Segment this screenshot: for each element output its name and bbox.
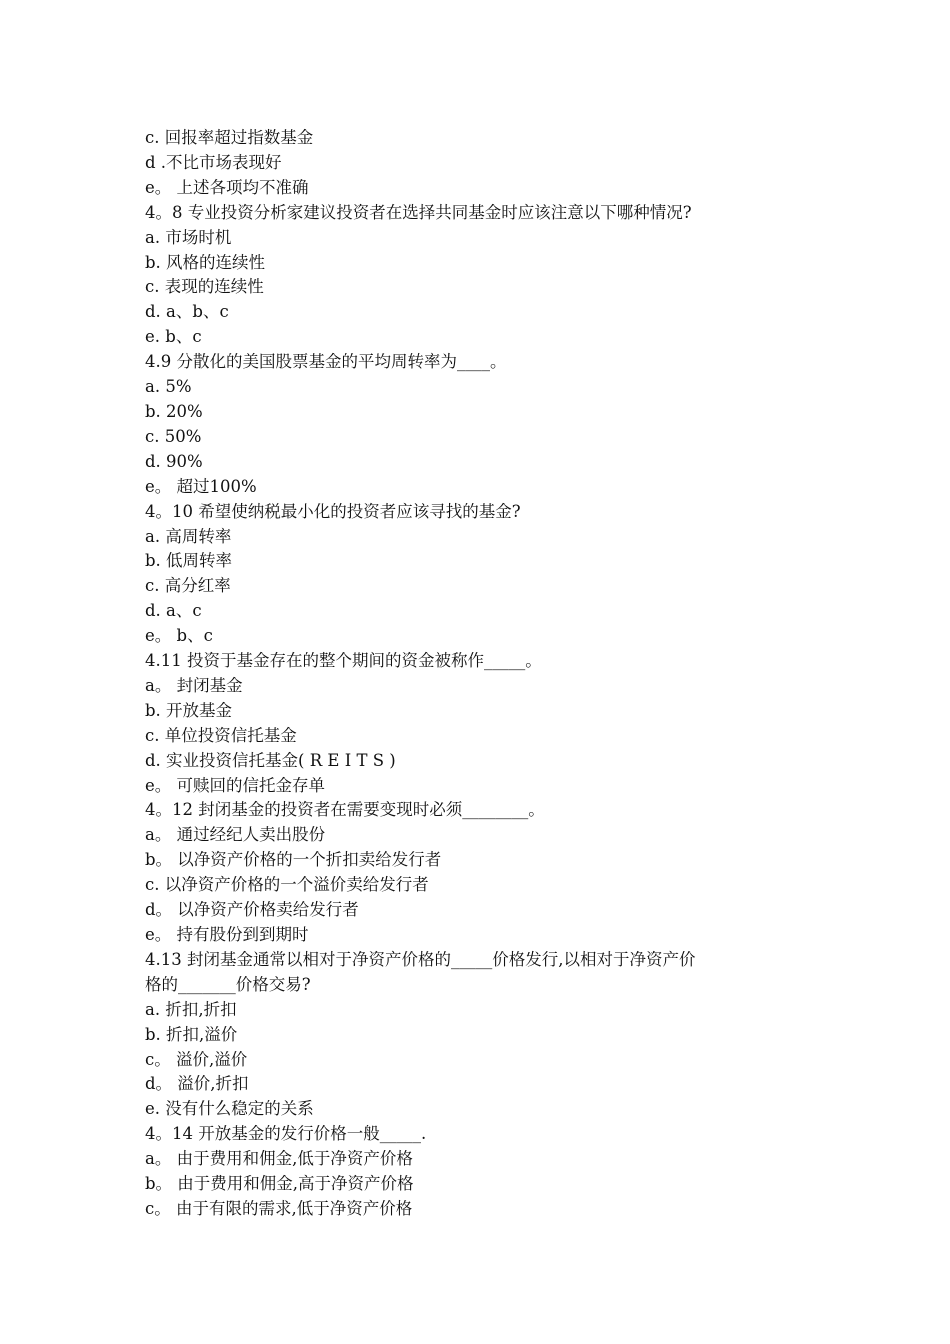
option-e-line: e。 超过100% — [145, 476, 257, 496]
option-d-line: d. 90% — [145, 451, 203, 471]
option-c-line: c. 单位投资信托基金 — [145, 725, 297, 745]
option-b-line: b. 20% — [145, 401, 203, 421]
option-c-line: c。 由于有限的需求,低于净资产价格 — [145, 1198, 413, 1218]
question-4-12: 4。12 封闭基金的投资者在需要变现时必须________。 — [145, 800, 545, 820]
option-e-line: e。 上述各项均不准确 — [145, 177, 309, 197]
option-b-line: b。 以净资产价格的一个折扣卖给发行者 — [145, 850, 442, 870]
option-a-line: a. 市场时机 — [145, 227, 232, 247]
option-a-line: a. 5% — [145, 377, 192, 397]
question-4-13-continued: 格的_______价格交易? — [145, 974, 311, 994]
document-page — [145, 126, 815, 1222]
option-b-line: b. 开放基金 — [145, 700, 233, 720]
option-c-line: c. 以净资产价格的一个溢价卖给发行者 — [145, 875, 429, 895]
option-e-line: e。 b、c — [145, 626, 213, 646]
option-c-line: c. 50% — [145, 426, 202, 446]
option-a-line: a. 折扣,折扣 — [145, 999, 237, 1019]
option-d-line: d .不比市场表现好 — [145, 152, 282, 172]
option-d-line: d. a、b、c — [145, 302, 229, 322]
option-e-line: e. b、c — [145, 327, 202, 347]
option-d-line: d. 实业投资信托基金( R E I T S ) — [145, 750, 396, 770]
option-c-line: c。 溢价,溢价 — [145, 1049, 248, 1069]
option-b-line: b. 折扣,溢价 — [145, 1024, 238, 1044]
option-a-line: a。 封闭基金 — [145, 675, 243, 695]
option-b-line: b. 低周转率 — [145, 551, 233, 571]
option-d-line: d。 以净资产价格卖给发行者 — [145, 900, 359, 920]
option-b-line: b。 由于费用和佣金,高于净资产价格 — [145, 1174, 414, 1194]
option-d-line: d. a、c — [145, 601, 202, 621]
question-4-8: 4。8 专业投资分析家建议投资者在选择共同基金时应该注意以下哪种情况? — [145, 202, 692, 222]
question-4-14: 4。14 开放基金的发行价格一般_____. — [145, 1124, 427, 1144]
option-e-line: e。 持有股份到到期时 — [145, 925, 309, 944]
option-a-line: a。 通过经纪人卖出股份 — [145, 825, 326, 845]
question-4-10: 4。10 希望使纳税最小化的投资者应该寻找的基金? — [145, 501, 521, 521]
option-c-line: c. 高分红率 — [145, 576, 231, 596]
option-c-line: c. 表现的连续性 — [145, 277, 264, 297]
option-a-line: a。 由于费用和佣金,低于净资产价格 — [145, 1149, 413, 1169]
question-4-11: 4.11 投资于基金存在的整个期间的资金被称作_____。 — [145, 651, 542, 671]
option-e-line: e。 可赎回的信托金存单 — [145, 775, 326, 795]
question-4-9: 4.9 分散化的美国股票基金的平均周转率为____。 — [145, 352, 507, 372]
question-4-13: 4.13 封闭基金通常以相对于净资产价格的_____价格发行,以相对于净资产价 — [145, 949, 696, 969]
option-b-line: b. 风格的连续性 — [145, 252, 266, 272]
option-a-line: a. 高周转率 — [145, 526, 232, 546]
option-c-line: c. 回报率超过指数基金 — [145, 128, 314, 147]
option-e-line: e. 没有什么稳定的关系 — [145, 1099, 314, 1119]
option-d-line: d。 溢价,折扣 — [145, 1074, 249, 1094]
